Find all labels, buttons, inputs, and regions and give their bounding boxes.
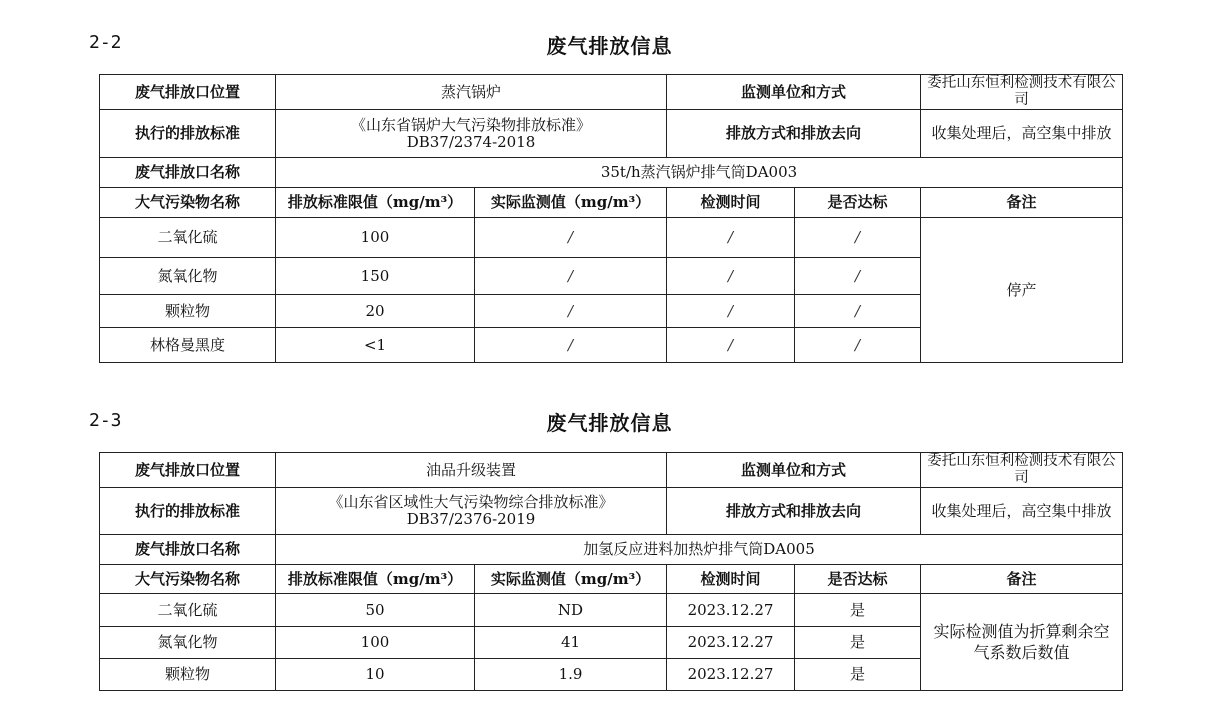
section-number: 2-3 (89, 410, 122, 431)
pollutant-cell: 二氧化硫 (100, 594, 276, 627)
compliant-cell: 是 (795, 627, 921, 659)
compliant-cell: 是 (795, 659, 921, 691)
header-compliant: 是否达标 (795, 565, 921, 594)
measured-cell: ND (475, 594, 667, 627)
header-limit: 排放标准限值（mg/m³） (276, 565, 475, 594)
table-row (100, 594, 1123, 627)
measured-cell: / (475, 218, 667, 258)
discharge-value: 收集处理后，高空集中排放 (921, 488, 1123, 535)
compliant-cell: / (795, 295, 921, 328)
standard-label: 执行的排放标准 (100, 488, 276, 535)
time-cell: 2023.12.27 (667, 594, 795, 627)
remark-text-2: 气系数后数值 (973, 643, 1070, 662)
standard-value (276, 110, 667, 158)
compliant-cell: 是 (795, 594, 921, 627)
outlet-position-value: 蒸汽锅炉 (276, 75, 667, 110)
outlet-name-value: 加氢反应进料加热炉排气筒DA005 (276, 535, 1123, 565)
measured-cell: / (475, 258, 667, 295)
discharge-value: 收集处理后，高空集中排放 (921, 110, 1123, 158)
outlet-name-label: 废气排放口名称 (100, 158, 276, 188)
remark-text: 实际检测值为折算剩余空 (933, 622, 1110, 641)
pollutant-cell: 氮氧化物 (100, 258, 276, 295)
header-remark: 备注 (921, 188, 1123, 218)
compliant-cell: / (795, 218, 921, 258)
pollutant-cell: 林格曼黑度 (100, 328, 276, 363)
header-remark: 备注 (921, 565, 1123, 594)
limit-cell: 100 (276, 627, 475, 659)
emission-table-2-3 (99, 452, 1123, 691)
section-title: 废气排放信息 (546, 34, 673, 58)
limit-cell: 50 (276, 594, 475, 627)
outlet-position-value: 油品升级装置 (276, 453, 667, 488)
pollutant-cell: 氮氧化物 (100, 627, 276, 659)
header-measured: 实际监测值（mg/m³） (475, 565, 667, 594)
outlet-position-label: 废气排放口位置 (100, 75, 276, 110)
remark-text: 停产 (1006, 280, 1037, 299)
monitor-value: 委托山东恒利检测技术有限公司 (921, 453, 1123, 488)
time-cell: 2023.12.27 (667, 659, 795, 691)
time-cell: / (667, 218, 795, 258)
limit-cell: 150 (276, 258, 475, 295)
monitor-value: 委托山东恒利检测技术有限公司 (921, 75, 1123, 110)
standard-name: 《山东省区域性大气污染物综合排放标准》 (328, 493, 614, 511)
measured-cell: 1.9 (475, 659, 667, 691)
remark-cell (921, 218, 1123, 363)
header-limit: 排放标准限值（mg/m³） (276, 188, 475, 218)
discharge-label: 排放方式和排放去向 (667, 110, 921, 158)
pollutant-cell: 二氧化硫 (100, 218, 276, 258)
limit-cell: 20 (276, 295, 475, 328)
outlet-position-label: 废气排放口位置 (100, 453, 276, 488)
outlet-name-label: 废气排放口名称 (100, 535, 276, 565)
time-cell: / (667, 295, 795, 328)
table-row (100, 218, 1123, 258)
pollutant-cell: 颗粒物 (100, 295, 276, 328)
header-pollutant: 大气污染物名称 (100, 188, 276, 218)
header-time: 检测时间 (667, 565, 795, 594)
standard-code: DB37/2376-2019 (406, 510, 536, 528)
time-cell: 2023.12.27 (667, 627, 795, 659)
limit-cell: 10 (276, 659, 475, 691)
time-cell: / (667, 258, 795, 295)
standard-name: 《山东省锅炉大气污染物排放标准》 (351, 115, 592, 134)
monitor-label: 监测单位和方式 (667, 453, 921, 488)
section-number: 2-2 (89, 32, 122, 53)
standard-value (276, 488, 667, 535)
discharge-label: 排放方式和排放去向 (667, 488, 921, 535)
compliant-cell: / (795, 258, 921, 295)
header-time: 检测时间 (667, 188, 795, 218)
measured-cell: / (475, 295, 667, 328)
emission-table-2-2 (99, 74, 1123, 363)
standard-code: DB37/2374-2018 (406, 132, 536, 151)
monitor-label: 监测单位和方式 (667, 75, 921, 110)
pollutant-cell: 颗粒物 (100, 659, 276, 691)
limit-cell: 100 (276, 218, 475, 258)
measured-cell: 41 (475, 627, 667, 659)
measured-cell: / (475, 328, 667, 363)
standard-label: 执行的排放标准 (100, 110, 276, 158)
outlet-name-value: 35t/h蒸汽锅炉排气筒DA003 (276, 158, 1123, 188)
section-title: 废气排放信息 (546, 411, 673, 435)
header-measured: 实际监测值（mg/m³） (475, 188, 667, 218)
limit-cell: <1 (276, 328, 475, 363)
header-pollutant: 大气污染物名称 (100, 565, 276, 594)
header-compliant: 是否达标 (795, 188, 921, 218)
compliant-cell: / (795, 328, 921, 363)
remark-cell (921, 594, 1123, 691)
time-cell: / (667, 328, 795, 363)
